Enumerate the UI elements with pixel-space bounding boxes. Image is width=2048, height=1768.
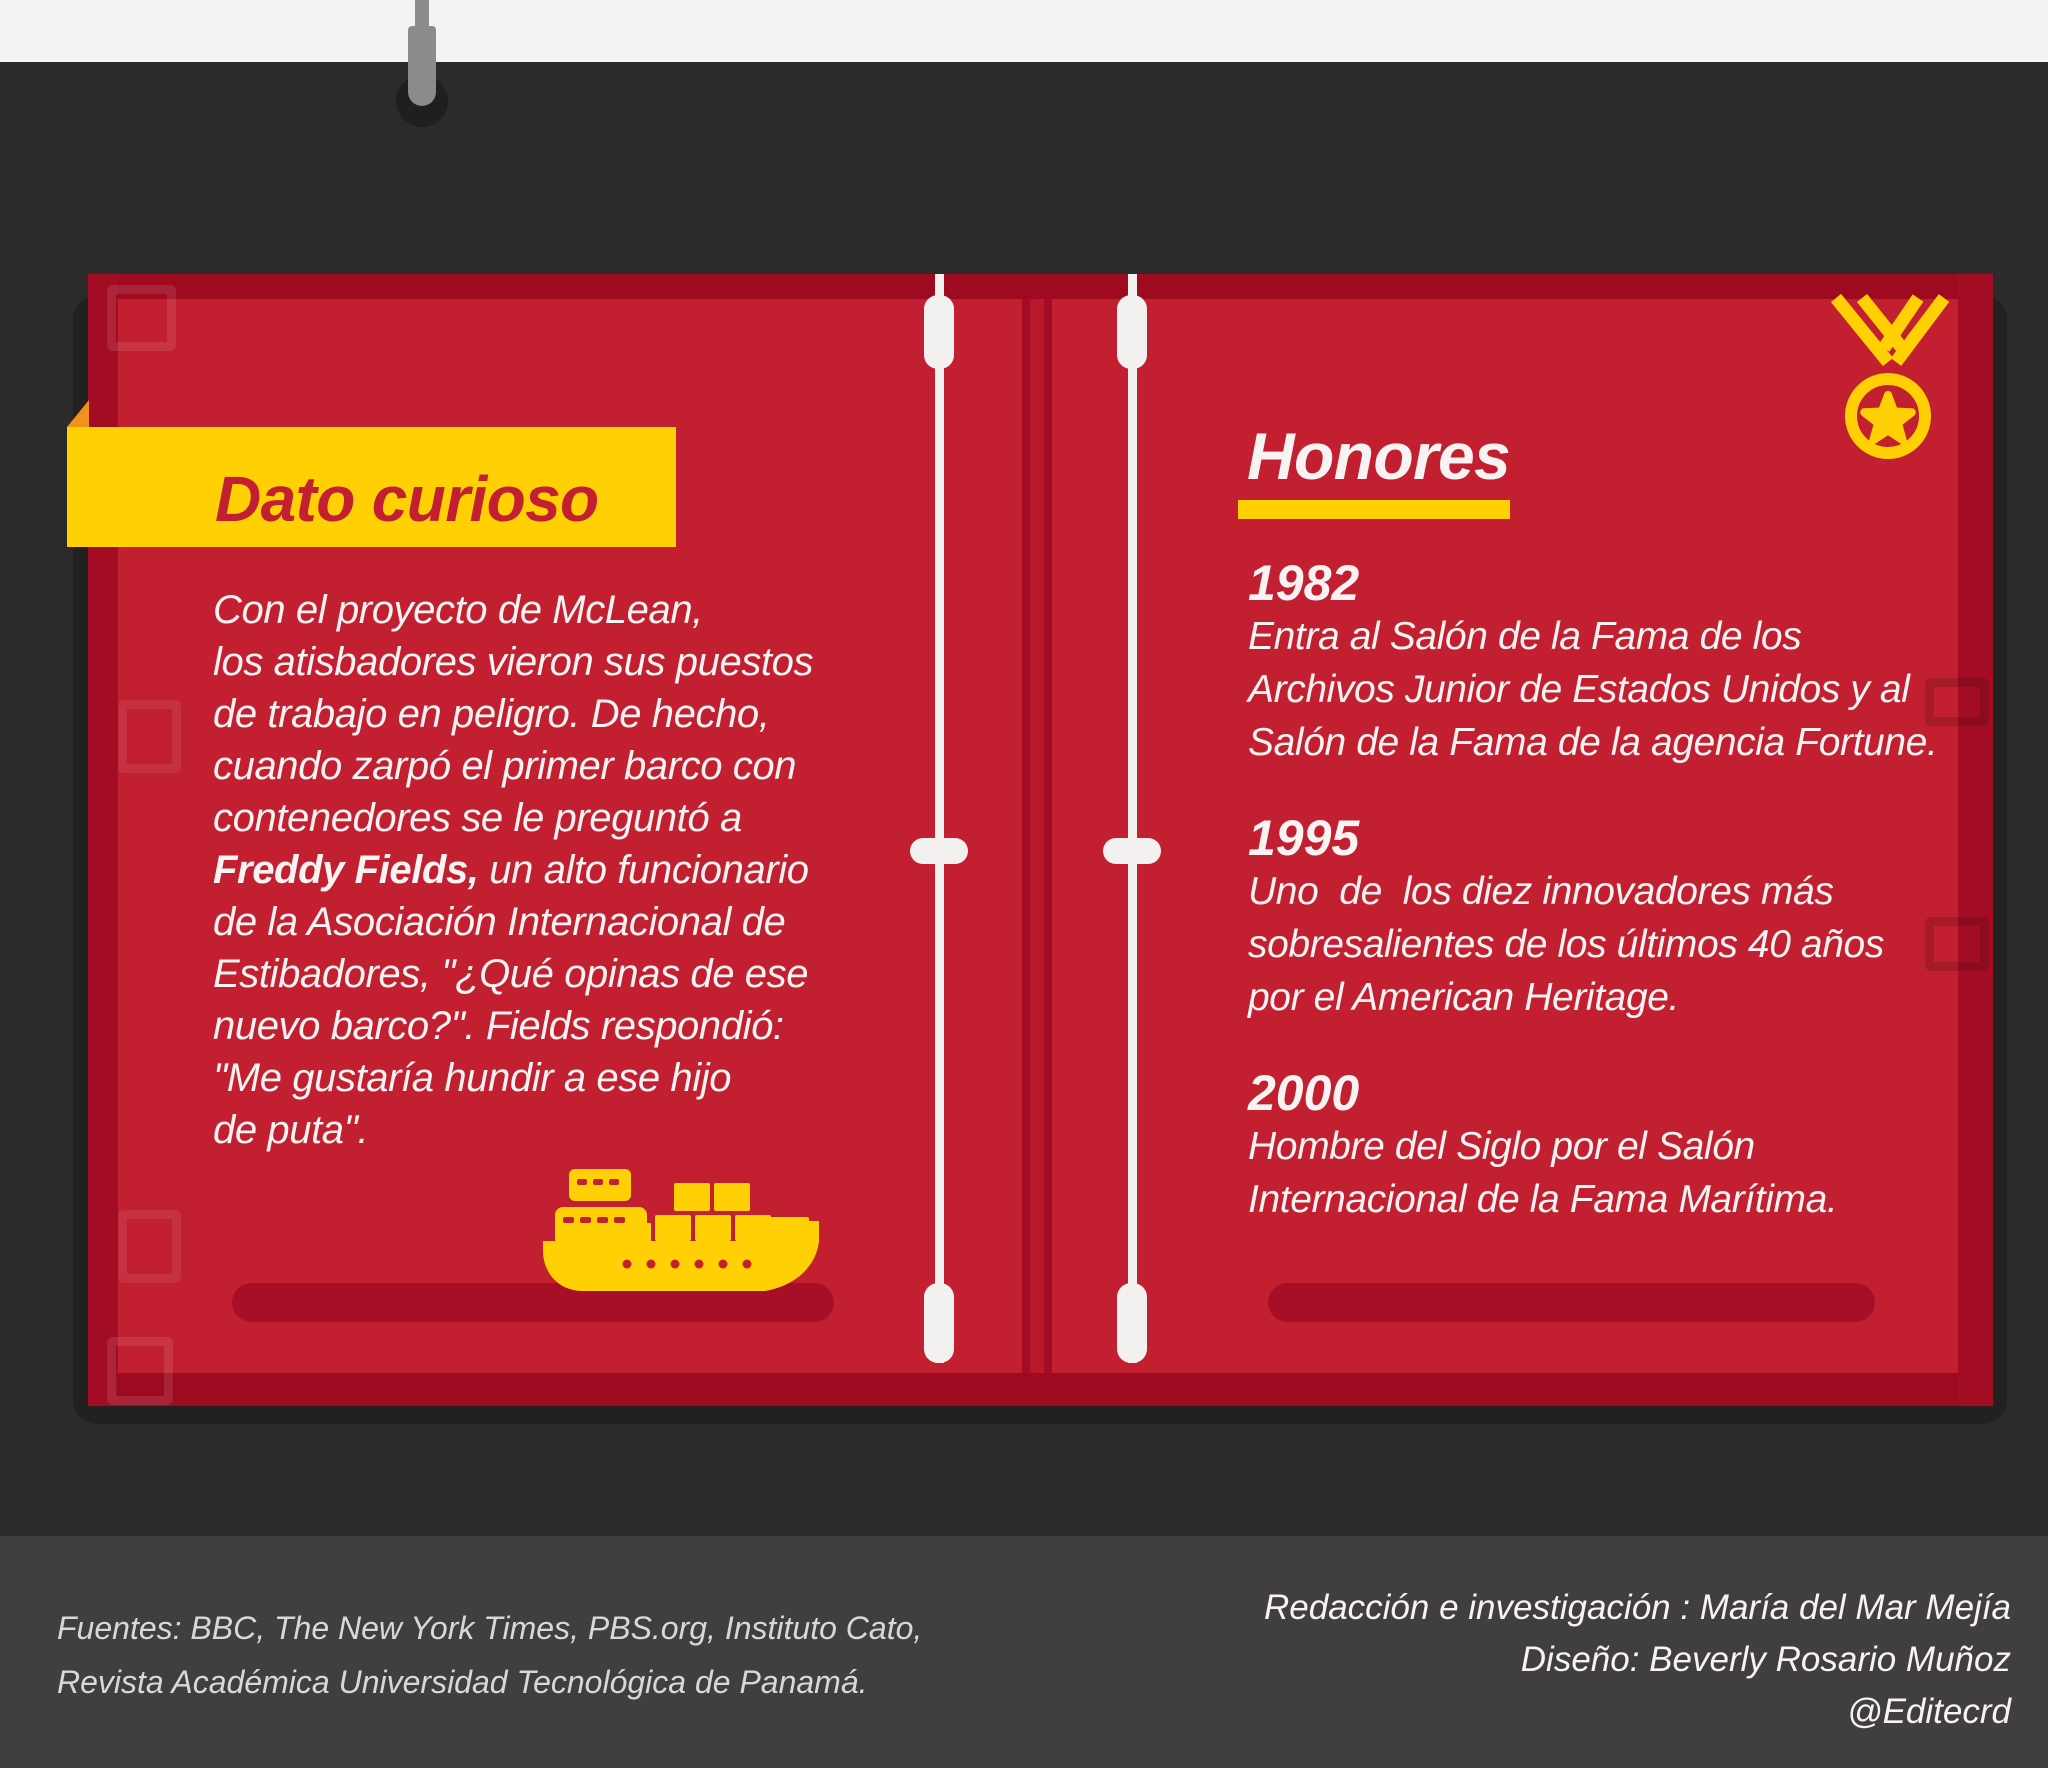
text-line: Revista Académica Universidad Tecnológica de Panamá. (57, 1664, 868, 1700)
right-panel-shadow-bar (1268, 1283, 1875, 1322)
edge-detail-left-upper (118, 700, 181, 773)
text-line: cuando zarpó el primer barco con (213, 744, 797, 788)
honor-description-line: Hombre del Siglo por el Salón (1248, 1125, 1755, 1168)
honor-description-line: sobresalientes de los últimos 40 años (1248, 923, 1884, 966)
lock-rod-bottom-bracket (924, 1283, 954, 1363)
lock-rod-top-bracket (924, 295, 954, 369)
honor-entry (1248, 1066, 1988, 1226)
edge-detail-left-lower (118, 1210, 181, 1283)
lock-rod-bottom-bracket (1117, 1283, 1147, 1363)
honor-year: 2000 (1248, 1065, 1360, 1121)
text-line: de la Asociación Internacional de (213, 900, 786, 944)
container-ship-icon (535, 1167, 819, 1303)
text-line: Fuentes: BBC, The New York Times, PBS.org, Instituto Cato, (57, 1610, 923, 1646)
text-line: @Editecrd (1847, 1692, 2011, 1731)
text-line: de puta". (213, 1108, 369, 1152)
honor-year: 1995 (1248, 810, 1360, 866)
ribbon-fold (67, 400, 89, 427)
honor-description-line: Internacional de la Fama Marítima. (1248, 1178, 1838, 1221)
honor-description-line: Uno de los diez innovadores más (1248, 870, 1834, 913)
card-edge-bottom (88, 1373, 1993, 1406)
honor-year: 1982 (1248, 555, 1360, 611)
fun-fact-title: Dato curioso (215, 463, 599, 535)
text-line: nuevo barco?". Fields respondió: (213, 1004, 784, 1048)
honors-list (1248, 556, 1988, 1268)
lock-rod-handle (910, 838, 968, 864)
text-line: Con el proyecto de McLean, (213, 588, 703, 632)
top-wall-strip (0, 0, 2048, 62)
honor-entry (1248, 556, 1988, 769)
honors-title: Honores (1247, 419, 1511, 493)
fun-fact-paragraph (213, 584, 813, 1156)
text-line: los atisbadores vieron sus puestos (213, 640, 814, 684)
honor-description-line: Archivos Junior de Estados Unidos y al (1248, 668, 1910, 711)
text-line: contenedores se le preguntó a (213, 796, 742, 840)
medal-icon (1826, 282, 1950, 472)
honor-description-line: por el American Heritage. (1248, 976, 1679, 1019)
lock-rod-handle (1103, 838, 1161, 864)
sources-text (57, 1601, 922, 1709)
lock-rod-shaft (935, 274, 944, 1363)
text-line: "Me gustaría hundir a ese hijo (213, 1056, 732, 1100)
corner-detail-top-left (107, 285, 176, 351)
text-line: Estibadores, "¿Qué opinas de ese (213, 952, 809, 996)
honor-entry (1248, 811, 1988, 1024)
honor-description-line: Entra al Salón de la Fama de los (1248, 615, 1802, 658)
card-edge-top (88, 274, 1993, 299)
lock-rod-shaft (1128, 274, 1137, 1363)
honors-title-underline (1238, 500, 1510, 519)
lock-rod-top-bracket (1117, 295, 1147, 369)
honor-description-line: Salón de la Fama de la agencia Fortune. (1248, 721, 1938, 764)
text-line: Freddy Fields, un alto funcionario (213, 848, 809, 892)
container-door-gap (1022, 299, 1052, 1373)
text-line: de trabajo en peligro. De hecho, (213, 692, 770, 736)
text-line: Diseño: Beverly Rosario Muñoz (1520, 1640, 2011, 1679)
hanger-pin-body (408, 26, 436, 106)
corner-detail-bottom-left (107, 1337, 173, 1405)
credits-text (1264, 1582, 2011, 1738)
text-line: Redacción e investigación : María del Mar Mejía (1263, 1588, 2011, 1627)
